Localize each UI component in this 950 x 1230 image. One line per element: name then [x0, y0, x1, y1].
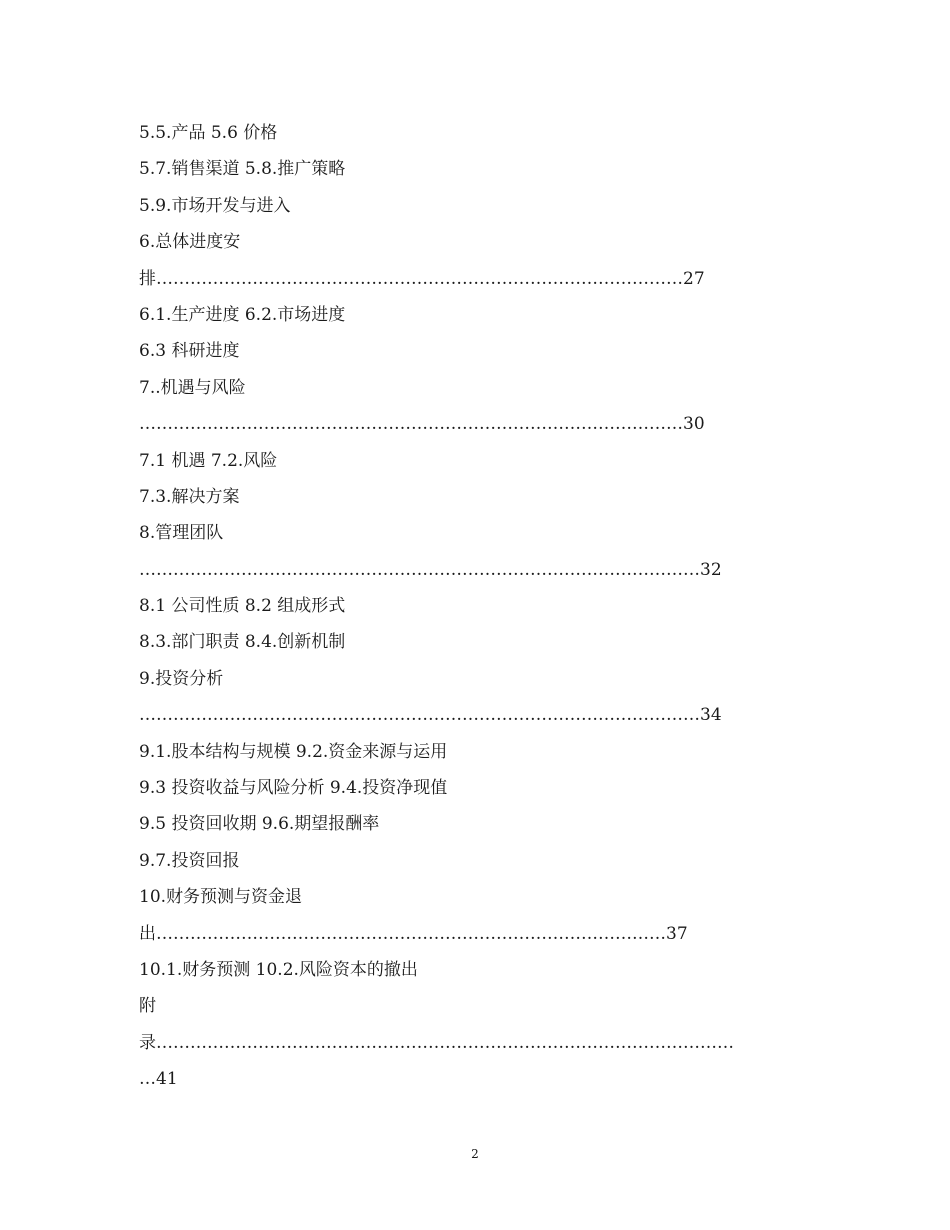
- toc-line: 7.1 机遇 7.2.风险: [139, 450, 278, 471]
- toc-line: 5.7.销售渠道 5.8.推广策略: [139, 159, 346, 180]
- toc-line: …41: [139, 1069, 178, 1090]
- toc-line: 出………………………………………………………………………………37: [139, 923, 688, 944]
- toc-line: 8.1 公司性质 8.2 组成形式: [139, 596, 346, 617]
- toc-line: 7.3.解决方案: [139, 486, 240, 507]
- toc-line: 5.9.市场开发与进入: [139, 195, 291, 216]
- toc-line: 10.财务预测与资金退: [139, 887, 303, 908]
- toc-line: 8.3.部门职责 8.4.创新机制: [139, 632, 346, 653]
- toc-line: ………………………………………………………………………………………34: [139, 705, 722, 726]
- toc-line: 5.5.产品 5.6 价格: [139, 123, 278, 143]
- table-of-contents: [139, 115, 734, 1098]
- toc-line: 录…………………………………………………………………………………………: [139, 1032, 734, 1053]
- toc-line: 6.总体进度安: [139, 232, 241, 253]
- toc-line: 9.7.投资回报: [139, 850, 240, 871]
- toc-line: 6.3 科研进度: [139, 341, 240, 362]
- toc-line: 7..机遇与风险: [139, 377, 246, 398]
- toc-line: ………………………………………………………………………………………32: [139, 559, 722, 580]
- page-number: 2: [471, 1147, 479, 1161]
- toc-line: 9.投资分析: [139, 668, 224, 689]
- toc-line: ……………………………………………………………………………………30: [139, 414, 705, 435]
- toc-line: 8.管理团队: [139, 523, 224, 544]
- toc-line: 附: [139, 996, 156, 1017]
- toc-line: 9.5 投资回收期 9.6.期望报酬率: [139, 814, 380, 835]
- toc-line: 6.1.生产进度 6.2.市场进度: [139, 304, 346, 325]
- toc-line: 9.3 投资收益与风险分析 9.4.投资净现值: [139, 778, 448, 799]
- toc-line: 10.1.财务预测 10.2.风险资本的撤出: [139, 959, 418, 980]
- toc-line: 排…………………………………………………………………………………27: [139, 268, 705, 289]
- toc-line: 9.1.股本结构与规模 9.2.资金来源与运用: [139, 741, 448, 762]
